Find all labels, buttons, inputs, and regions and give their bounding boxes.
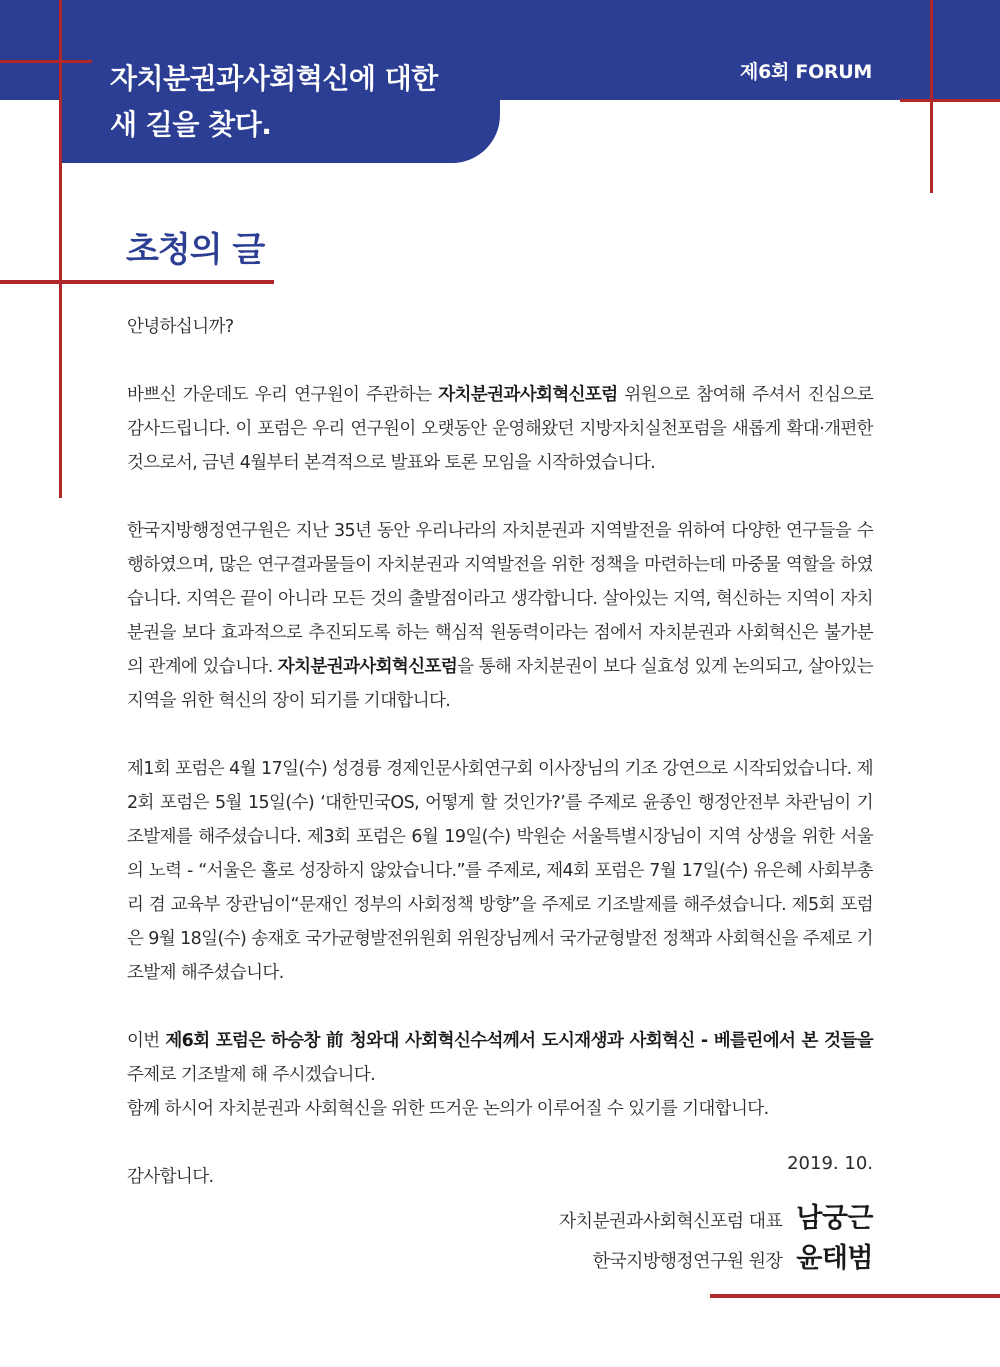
forum-name-emphasis: 자치분권과사회혁신포럼 xyxy=(277,657,458,677)
signature-row xyxy=(559,1196,873,1235)
paragraph-intro xyxy=(127,378,873,480)
letter-date: 2019. 10. xyxy=(787,1153,873,1174)
accent-line xyxy=(900,99,1000,102)
accent-line xyxy=(710,1294,1000,1298)
forum-label: 제6회 FORUM xyxy=(740,61,872,83)
letter-body xyxy=(127,310,873,1194)
text-span: 을 통해 자치분권이 보다 실효성 있게 논의되고, 살아있는 지역을 위한 혁신의 장이 되기를 기대합니다. xyxy=(127,657,873,711)
signature-role: 자치분권과사회혁신포럼 대표 xyxy=(558,1211,783,1232)
forum-name-emphasis: 자치분권과사회혁신포럼 xyxy=(438,385,618,405)
text-span: 한국지방행정연구원은 지난 35년 동안 우리나라의 자치분권과 지역발전을 위하여 다양한 연구들을 수행하였으며, 많은 연구결과물들이 자치분권과 지역발전을 위한 정책을 마련하는데 마중물 역할을 하였습니다. 지역은 끝이 아니라 모든 것의 출발점이라고 생각합니다. 살아있는 지역, 혁신하는 지역이 자치분권을 보다 효과적으로 추진되도록 하는 핵심적 원동력이라는 점에서 자치분권과 사회혁신은 불가분의 관계에 있습니다. xyxy=(127,521,873,677)
accent-line xyxy=(930,0,933,193)
sixth-forum-emphasis: 제6회 포럼은 하승창 前 청와대 사회혁신수석께서 도시재생과 사회혁신 - 베를린에서 본 것들을 xyxy=(165,1031,873,1051)
text-span: 바쁘신 가운데도 우리 연구원이 주관하는 xyxy=(127,385,439,405)
paragraph-history: 제1회 포럼은 4월 17일(수) 성경륭 경제인문사회연구회 이사장님의 기조 강연으로 시작되었습니다. 제2회 포럼은 5월 15일(수) ‘대한민국OS, 어떻게 할 것인가?’를 주제로 윤종인 행정안전부 차관님이 기조발제를 해주셨습니다. 제3회 포럼은 6월 19일(수) 박원순 서울특별시장님이 지역 상생을 위한 서울의 노력 - “서울은 홀로 성장하지 않았습니다.”를 주제로, 제4회 포럼은 7월 17일(수) 유은혜 사회부총리 겸 교육부 장관님이“문재인 정부의 사회정책 방향”을 주제로 기조발제를 해주셨습니다. 제5회 포럼은 9월 18일(수) 송재호 국가균형발전위원회 위원장님께서 국가균형발전 정책과 사회혁신을 주제로 기조발제 해주셨습니다. xyxy=(127,759,873,983)
accent-line xyxy=(0,60,92,63)
section-heading: 초청의 글 xyxy=(126,230,265,270)
text-span: 이번 xyxy=(127,1031,166,1051)
header-title: 자치분권과사회혁신에 대한 새 길을 찾다. xyxy=(110,62,438,141)
heading-underline xyxy=(0,280,274,284)
greeting: 안녕하십니까? xyxy=(127,317,234,337)
signature-name: 윤태범 xyxy=(796,1243,873,1274)
closing: 감사합니다. xyxy=(127,1167,214,1187)
paragraph-invitation: 함께 하시어 자치분권과 사회혁신을 위한 뜨거운 논의가 이루어질 수 있기를 기대합니다. xyxy=(127,1099,769,1119)
signature-name: 남궁근 xyxy=(796,1203,873,1234)
signature-role: 한국지방행정연구원 원장 xyxy=(592,1251,783,1272)
paragraph-institute xyxy=(127,514,873,718)
accent-line xyxy=(59,0,62,498)
text-span: 위원으로 참여해 주셔서 진심으로 감사드립니다. 이 포럼은 우리 연구원이 오랫동안 운영해왔던 지방자치실천포럼을 새롭게 확대·개편한 것으로서, 금년 4월부터 본격적으로 발표와 토론 모임을 시작하였습니다. xyxy=(127,385,874,473)
signature-row xyxy=(592,1236,873,1275)
text-span: 주제로 기조발제 해 주시겠습니다. xyxy=(127,1065,376,1085)
paragraph-sixth-forum xyxy=(127,1024,873,1092)
